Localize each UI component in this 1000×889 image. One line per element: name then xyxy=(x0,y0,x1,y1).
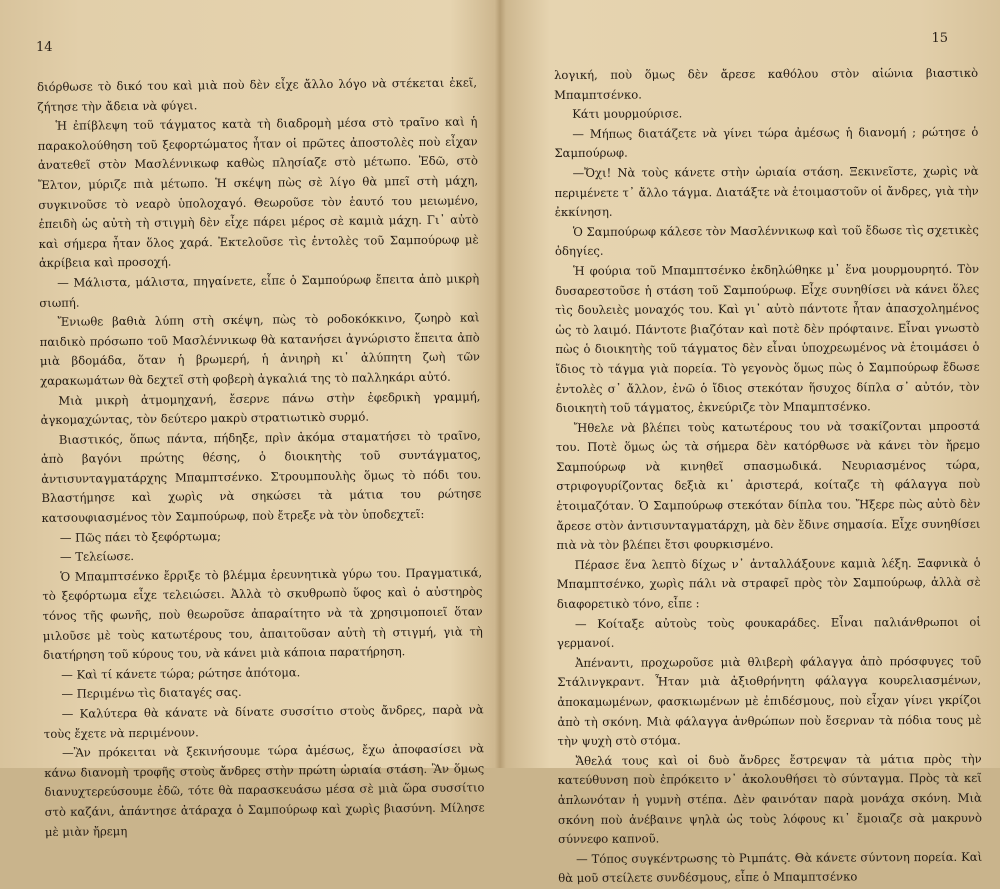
paragraph: — Πῶς πάει τὸ ξεφόρτωμα; xyxy=(59,528,222,545)
left-page xyxy=(0,0,496,839)
paragraph: διόρθωσε τὸ δικό του καὶ μιὰ ποὺ δὲν εἶχε ἄλλο λόγο νὰ στέκεται ἐκεῖ, ζήτησε τὴν ἄδεια νὰ φύγει. xyxy=(37,75,478,114)
paragraph: —Ὄχι! Νὰ τοὺς κάνετε στὴν ὡριαία στάση. Ξεκινεῖστε, χωρὶς νὰ περιμένετε τ᾿ ἄλλο τάγμα. Διατάξτε νὰ ἑτοιμαστοῦν οἱ ἄνδρες, γιὰ τὴν ἐκκίνηση. xyxy=(554,163,979,220)
paragraph: Πέρασε ἕνα λεπτὸ δίχως ν᾿ ἀνταλλάξουνε καμιὰ λέξη. Ξαφνικὰ ὁ Μπαμπτσένκο, χωρὶς πάλι νὰ στραφεῖ πρὸς τὸν Σαμπούρωφ, ἀλλὰ σὲ διαφορετικὸ τόνο, εἶπε : xyxy=(556,555,981,612)
paragraph: Κάτι μουρμούρισε. xyxy=(572,106,683,122)
paragraph: Ὁ Μπαμπτσένκο ἔρριξε τὸ βλέμμα ἐρευνητικὰ γύρω του. Πραγματικά, τὸ ξεφόρτωμα εἶχε τελειώσει. Ἀλλὰ τὸ σκυθρωπὸ ὕφος καὶ ὁ αὐστηρὸς τόνος τῆς φωνῆς, ποὺ θεωροῦσε ἀπαραίτητο νὰ τὰ χρησιμοποιεῖ ὅταν μιλοῦσε μὲ τοὺς κατωτέρους του, ἀπαιτοῦσαν αὐτὴ τὴ στιγμή, γιὰ τὴ διατήρηση τοῦ κύρους του, νὰ κάνει μιὰ κάποια παρατήρηση. xyxy=(42,565,483,663)
page-text xyxy=(554,64,982,889)
paragraph: — Καὶ τί κάνετε τώρα; ρώτησε ἀπότομα. xyxy=(61,665,301,682)
paragraph: Ἡ ἐπίβλεψη τοῦ τάγματος κατὰ τὴ διαδρομὴ μέσα στὸ τραῖνο καὶ ἡ παρακολούθηση τοῦ ξεφορτώματος ἦταν οἱ πρῶτες ἀποστολὲς ποὺ εἶχαν ἀνατεθεῖ στὸν Μασλέννικωφ καθὼς πλησίαζε στὸ μέτωπο. Ἐδῶ, στὸ Ἔλτον, μύριζε πιὰ μέτωπο. Ἡ σκέψη πὼς σὲ λίγο θὰ μπεῖ στὴ μάχη, συγκινοῦσε τὸ νεαρὸ ὑπολοχαγό. Θεωροῦσε τὸν ἑαυτό του μειωμένο, ἐπειδὴ ὡς αὐτὴ τὴ στιγμὴ δὲν εἶχε πάρει μέρος σὲ καμιὰ μάχη. Γι᾿ αὐτὸ καὶ σήμερα ἦταν ὅλος χαρά. Ἐκτελοῦσε τὶς ἐντολὲς τοῦ Σαμπούρωφ μὲ ἀκρίβεια καὶ προσοχή. xyxy=(37,114,479,271)
paragraph: Ἀπέναντι, προχωροῦσε μιὰ θλιβερὴ φάλαγγα ἀπὸ πρόσφυγες τοῦ Στάλινγκραντ. Ἦταν μιὰ ἀξιοθρήνητη φάλαγγα κουρελιασμένων, ἀποκαμωμένων, φασκιωμένων μὲ ἐπιδέσμους, ποὺ εἶχαν γίνει γκρίζοι ἀπὸ τὴ σκόνη. Μιὰ φάλαγγα ἀνθρώπων ποὺ ἔσερναν τὰ πόδια τους μὲ τὴν ψυχὴ στὸ στόμα. xyxy=(557,653,982,749)
paragraph: — Τελείωσε. xyxy=(59,549,135,565)
paragraph: Βιαστικός, ὅπως πάντα, πήδηξε, πρὶν ἀκόμα σταματήσει τὸ τραῖνο, ἀπὸ βαγόνι πρώτης θέσης, ὁ διοικητὴς τοῦ συντάγματος, ἀντισυνταγματάρχης Μπαμπτσένκο. Στρουμπουλὴς ὅμως τὸ πόδι του. Βλαστήμησε καὶ χωρὶς νὰ σηκώσει τὰ μάτια του ρώτησε κατσουφιασμένος τὸν Σαμπούρωφ, ποὺ ἔτρεξε νὰ τὸν ὑποδεχτεῖ: xyxy=(40,428,482,526)
paragraph: — Κοίταξε αὐτοὺς τοὺς φουκαράδες. Εἶναι παλιάνθρωποι οἱ γερμανοί. xyxy=(556,614,981,651)
paragraph: Ἤθελε νὰ βλέπει τοὺς κατωτέρους του νὰ τσακίζονται μπροστά του. Ποτὲ ὅμως ὡς τὰ σήμερα δὲν κατόρθωσε νὰ κάνει τὸν ἤρεμο Σαμπούρωφ νὰ κινηθεῖ σπασμωδικά. Νευριασμένος τώρα, στριφογυρίζοντας δεξιὰ κι᾿ ἀριστερά, κοίταζε τὴ φάλαγγα ποὺ ἑτοιμαζόταν. Ὁ Σαμπούρωφ στεκόταν δίπλα του. Ἤξερε πὼς αὐτὸ δὲν ἄρεσε στὸν ἀντισυνταγματάρχη, μὰ δὲν ἔδινε σημασία. Εἶχε συνηθίσει πιὰ νὰ τὸν βλέπει ἔτσι φουρκισμένο. xyxy=(555,418,981,553)
right-page xyxy=(506,0,1000,886)
page-number: 15 xyxy=(931,31,948,46)
paragraph: — Μήπως διατάζετε νὰ γίνει τώρα ἀμέσως ἡ διανομή ; ρώτησε ὁ Σαμπούρωφ. xyxy=(554,124,979,161)
paragraph: — Μάλιστα, μάλιστα, πηγαίνετε, εἶπε ὁ Σαμπούρωφ ἔπειτα ἀπὸ μικρὴ σιωπή. xyxy=(39,271,480,310)
page-number: 14 xyxy=(36,40,53,55)
paragraph: Μιὰ μικρὴ ἀτμομηχανή, ἔσερνε πάνω στὴν ἐφεδρικὴ γραμμή, ἀγκομαχώντας, τὸν δεύτερο μακρὺ στρατιωτικὸ συρμό. xyxy=(40,388,481,428)
paragraph: — Καλύτερα θὰ κάνατε νὰ δίνατε συσσίτιο στοὺς ἄνδρες, παρὰ νὰ τοὺς ἔχετε νὰ περιμένουν. xyxy=(43,702,484,741)
page-text xyxy=(37,73,485,842)
paragraph: Ἡ φούρια τοῦ Μπαμπτσένκο ἐκδηλώθηκε μ᾿ ἕνα μουρμουρητό. Τὸν δυσαρεστοῦσε ἡ στάση τοῦ Σαμπούρωφ. Εἶχε συνηθίσει νὰ κάνει ὅλες τὶς δουλειὲς μοναχός του. Καὶ γι᾿ αὐτὸ πάντοτε ἦταν ἀπασχολημένος ὡς τὸ λαιμό. Πάντοτε βιαζόταν καὶ ποτὲ δὲν πρόφταινε. Εἶναι γνωστὸ πὼς ὁ διοικητὴς τοῦ τάγματος δὲν εἶναι ὑποχρεωμένος νὰ ἑτοιμάσει ὁ ἴδιος τὸ τάγμα γιὰ πορεία. Τὸ γεγονὸς ὅμως πὼς ὁ Σαμπούρωφ ἔδωσε ἐντολὲς σ᾿ ἄλλον, ἐνῶ ὁ ἴδιος στεκόταν ἥσυχος δίπλα σ᾿ αὐτόν, τὸν διοικητὴ τοῦ τάγματος, ἐκνεύριζε τὸν Μπαμπτσένκο. xyxy=(555,261,980,416)
paragraph: λογική, ποὺ ὅμως δὲν ἄρεσε καθόλου στὸν αἰώνια βιαστικὸ Μπαμπτσένκο. xyxy=(554,65,979,102)
paragraph: Ἄθελά τους καὶ οἱ δυὸ ἄνδρες ἔστρεψαν τὰ μάτια πρὸς τὴν κατεύθυνση ποὺ ἐπρόκειτο ν᾿ ἀκολουθήσει τὸ σύνταγμα. Πρὸς τὰ κεῖ ἁπλωνόταν ἡ γυμνὴ στέπα. Δὲν φαινόταν παρὰ μονάχα σκόνη. Μιὰ σκόνη ποὺ ἀνέβαινε ψηλὰ ὡς τοὺς λόφους κι᾿ ἔμοιαζε σὰ μακρυνὸ σύννεφο καπνοῦ. xyxy=(557,751,982,847)
paragraph: —Ἂν πρόκειται νὰ ξεκινήσουμε τώρα ἀμέσως, ἔχω ἀποφασίσει νὰ κάνω διανομὴ τροφῆς στοὺς ἄνδρες στὴν πρώτη ὡριαία στάση. Ἂν ὅμως διανυχτερεύσουμε ἐδῶ, τότε θὰ παρασκευάσω μέσα σὲ μιὰ ὥρα συσσίτιο στὸ καζάνι, ἀπάντησε ἀτάραχα ὁ Σαμπούρωφ καὶ χωρὶς βιασύνη. Μίλησε μὲ μιὰν ἤρεμη xyxy=(44,741,485,839)
paragraph: — Τόπος συγκέντρωσης τὸ Ριμπάτς. Θὰ κάνετε σύντονη πορεία. Καὶ θὰ μοῦ στείλετε συνδέσμους, εἶπε ὁ Μπαμπτσένκο xyxy=(558,849,983,886)
paragraph: — Περιμένω τὶς διαταγές σας. xyxy=(61,685,242,702)
paragraph: Ἔνιωθε βαθιὰ λύπη στὴ σκέψη, πὼς τὸ ροδοκόκκινο, ζωηρὸ καὶ παιδικὸ πρόσωπο τοῦ Μασλέννικωφ θὰ κατανήσει ἀγνώριστο ἔπειτα ἀπὸ μιὰ βδομάδα, ὅταν ἡ βρωμερή, ἡ ἀνιηρὴ κι᾿ ἀλύπητη ζωὴ τῶν χαρακωμάτων θὰ δεχτεῖ στὴ φοβερὴ ἀγκαλιά της τὸ παλληκάρι αὐτό. xyxy=(39,310,481,388)
paragraph: Ὁ Σαμπούρωφ κάλεσε τὸν Μασλέννικωφ καὶ τοῦ ἔδωσε τὶς σχετικὲς ὁδηγίες. xyxy=(554,222,979,259)
